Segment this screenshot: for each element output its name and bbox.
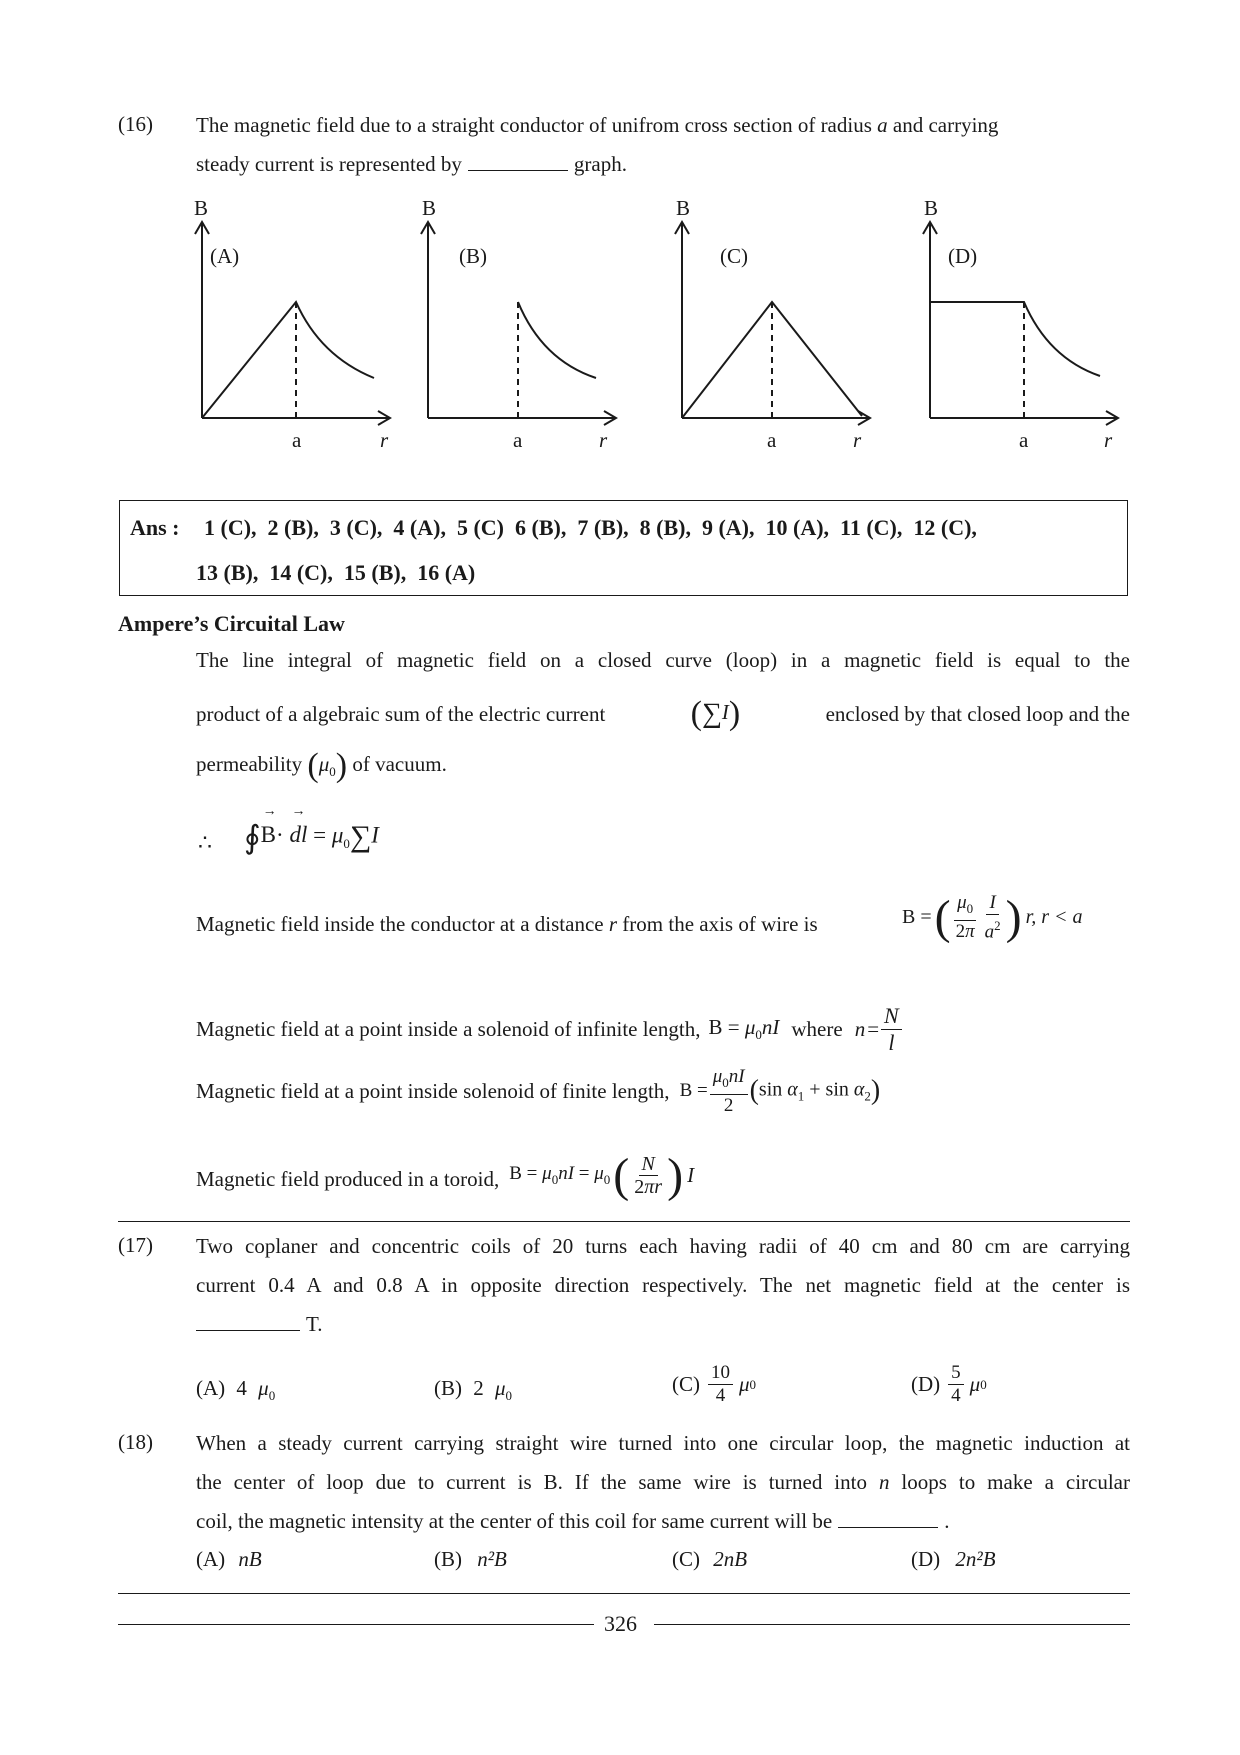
question-16-number: (16) — [118, 112, 153, 136]
q16-text-line2-start: steady current is represented by — [196, 152, 462, 176]
q16-text-line1: The magnetic field due to a straight conductor of unifrom cross section of radius — [196, 113, 872, 137]
solenoid-infinite-where: where — [791, 1017, 843, 1041]
ampere-para3-start: permeability — [196, 751, 303, 776]
graph-a-axis-x-label: r — [380, 428, 389, 452]
inside-conductor-start: Magnetic field inside the conductor at a distance — [196, 912, 604, 936]
q16-radius-var: a — [877, 113, 888, 137]
graph-b-plot — [416, 196, 626, 436]
ampere-law-equation: ∮B → · dl → = $\mu_0\sum I$ — [244, 804, 379, 855]
page-number: 326 — [604, 1611, 637, 1636]
graph-c-option-label: (C) — [720, 244, 748, 268]
q18-option-c[interactable]: (C) 2nB — [672, 1547, 748, 1571]
graph-b-tick-a: a — [513, 428, 523, 452]
graph-d-axis-y-label: B — [924, 196, 939, 220]
question-17-number: (17) — [118, 1233, 153, 1257]
sum-current-symbol: (∑I) — [690, 695, 741, 732]
q18-line3: coil, the magnetic intensity at the center of this coil for same current will be . — [196, 1509, 950, 1533]
graph-d-plot — [918, 196, 1128, 436]
divider-before-q17 — [118, 1221, 1130, 1222]
graph-d-option-label: (D) — [948, 244, 978, 268]
solenoid-infinite-text: Magnetic field at a point inside a solenoid of infinite length, $B = \mu_0nI$ where n = $\frac{N}{l}$ — [196, 1003, 904, 1056]
graph-d-tick-a: a — [1019, 428, 1029, 452]
ampere-para-line2 — [196, 695, 1130, 733]
q16-text-line2-end: graph. — [573, 152, 627, 176]
graph-b-axis-x-label: r — [599, 428, 608, 452]
graph-c-axis-y-label: B — [676, 196, 691, 220]
question-17-text — [196, 1227, 1130, 1344]
q17-line1: Two coplaner and concentric coils of 20 turns each having radii of 40 cm and 80 cm are carrying — [196, 1234, 1130, 1258]
q18-option-d[interactable]: (D) 2n²B — [911, 1547, 996, 1571]
q18-line2: the center of loop due to current is B. If the same wire is turned into n loops to make a circular — [196, 1470, 1130, 1494]
graph-b-axis-y-label: B — [422, 196, 437, 220]
toroid-text: Magnetic field produced in a toroid, $B = \mu_0nI = \mu_0$ ( $\frac{N}{2\pi r}$ ) I — [196, 1149, 695, 1202]
solenoid-infinite-label: Magnetic field at a point inside a solenoid of infinite length, — [196, 1017, 701, 1041]
inside-conductor-var: r — [608, 912, 618, 936]
footer-rule-left — [118, 1624, 594, 1625]
question-18-number: (18) — [118, 1430, 153, 1454]
answer-key-box — [119, 500, 1128, 596]
ampere-para3-end: of vacuum. — [352, 751, 447, 776]
q16-answer-blank — [468, 152, 568, 171]
q18-option-b[interactable]: (B) n²B — [434, 1547, 507, 1571]
answer-key-line2: 13 (B), 14 (C), 15 (B), 16 (A) — [196, 560, 476, 585]
answer-key-line1: 1 (C), 2 (B), 3 (C), 4 (A), 5 (C) 6 (B), 7 (B), 8 (B), 9 (A), 10 (A), 11 (C), 12 (C), — [204, 515, 977, 540]
answer-key-prefix: Ans : — [130, 515, 180, 540]
section-heading: Ampere’s Circuital Law — [118, 611, 345, 636]
footer-rule-right — [654, 1624, 1130, 1625]
inside-conductor-condition: r, r < a — [1025, 906, 1083, 928]
q17-line3 — [196, 1305, 1130, 1344]
q18-option-a[interactable]: (A) nB — [196, 1547, 262, 1571]
ampere-para-line1: The line integral of magnetic field on a closed curve (loop) in a magnetic field is equal to the — [196, 648, 1130, 672]
graph-a-plot — [190, 196, 400, 436]
inside-conductor-formula: B = ( $\frac{\mu_0}{2\pi}$ $\frac{I}{a^2}$ ) r, r < a — [902, 891, 1083, 944]
graph-c-axis-x-label: r — [853, 428, 862, 452]
question-16-text — [196, 106, 1130, 184]
graph-c-tick-a: a — [767, 428, 777, 452]
footer-rule-top — [118, 1593, 1130, 1594]
q18-line1: When a steady current carrying straight wire turned into one circular loop, the magnetic induction at — [196, 1431, 1130, 1455]
q17-unit: T. — [306, 1312, 323, 1336]
ampere-paragraph — [196, 648, 1130, 785]
graph-d-axis-x-label: r — [1104, 428, 1113, 452]
graph-a-option-label: (A) — [210, 244, 240, 268]
solenoid-finite-text: Magnetic field at a point inside solenoid of finite length, B = $\frac{\mu_0nI}{2}$ (sin $\alpha_1 + \sin \alpha_2$) — [196, 1066, 881, 1116]
q17-line2: current 0.4 A and 0.8 A in opposite direction respectively. The net magnetic field at the center is — [196, 1273, 1130, 1297]
ampere-para2-start: product of a algebraic sum of the electric current — [196, 701, 606, 726]
question-18-text — [196, 1424, 1130, 1541]
q17-option-b[interactable]: (B) 2 $\mu_0$ — [434, 1376, 513, 1404]
therefore-symbol: ∴ — [198, 830, 212, 855]
ampere-para-line3 — [196, 747, 1130, 785]
graph-a-axis-y-label: B — [194, 196, 209, 220]
q17-option-a[interactable]: (A) 4 $\mu_0$ — [196, 1376, 276, 1404]
solenoid-finite-label: Magnetic field at a point inside solenoid of finite length, — [196, 1078, 670, 1103]
inside-conductor-end: from the axis of wire is — [622, 912, 818, 936]
q17-option-c[interactable]: (C) $\frac{10}{4}$ μ 0 — [672, 1362, 757, 1406]
mu0-symbol: $(\mu_0)$ — [307, 747, 348, 784]
ampere-para2-end: enclosed by that closed loop and the — [825, 701, 1130, 726]
q16-text-line1-end: and carrying — [892, 113, 999, 137]
inside-conductor-text — [196, 912, 818, 937]
graph-c-plot — [670, 196, 880, 436]
graph-b-option-label: (B) — [459, 244, 487, 268]
graph-a-tick-a: a — [292, 428, 302, 452]
q17-option-d[interactable]: (D) $\frac{5}{4}$ μ 0 — [911, 1362, 987, 1406]
toroid-label: Magnetic field produced in a toroid, — [196, 1167, 500, 1191]
